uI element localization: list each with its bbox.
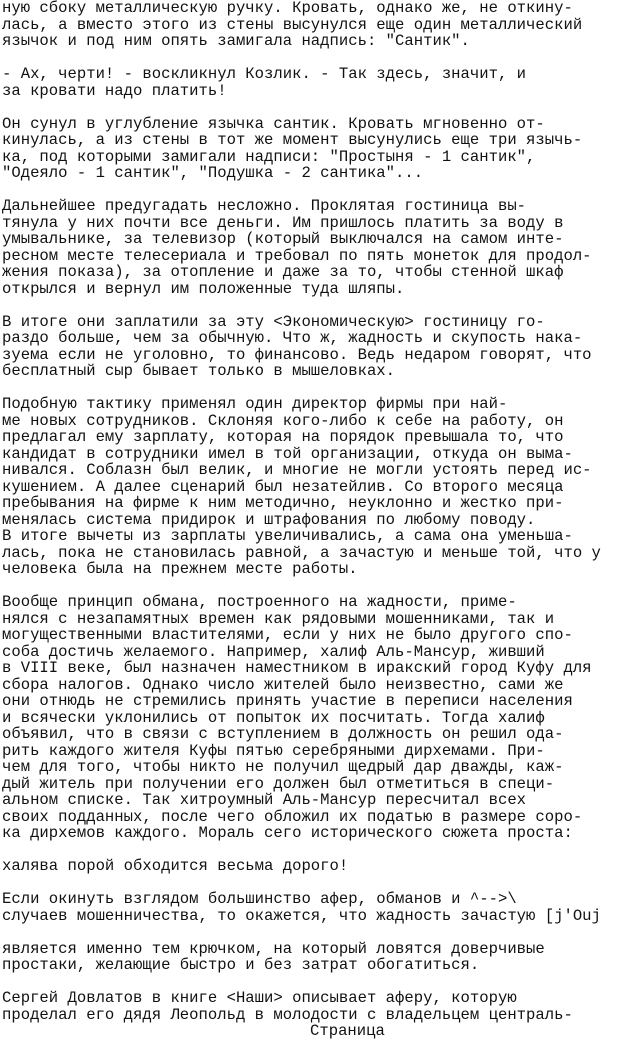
text-line: Дальнейшее предугадать несложно. Проклятая гостиница вы- bbox=[2, 197, 527, 215]
text-line: "Одеяло - 1 сантик", "Подушка - 2 сантика"... bbox=[2, 164, 424, 182]
text-line: ресном месте телесериала и требовал по пять монеток для продол- bbox=[2, 246, 592, 265]
text-line: тянула у них почти все деньги. Им пришлось платить за воду в bbox=[2, 213, 564, 232]
text-line: человека была на прежнем месте работы. bbox=[2, 560, 358, 578]
paragraph-gap bbox=[2, 578, 620, 595]
paragraph-gap bbox=[2, 875, 620, 892]
paragraph bbox=[2, 858, 620, 875]
document-page bbox=[2, 0, 620, 1040]
text-line: своих подданных, после чего обложил их податью в размере соро- bbox=[2, 807, 583, 826]
text-line: халява порой обходится весьма дорого! bbox=[2, 857, 349, 875]
text-line: нялся с незапамятных времен как рядовыми мошенниками, так и bbox=[2, 609, 555, 628]
text-line: лась, пока не становилась равной, а зачастую и меньше той, что у bbox=[2, 543, 601, 562]
paragraph bbox=[2, 990, 620, 1023]
text-line: язычок и под ним опять замигала надпись: "Сантик". bbox=[2, 32, 470, 50]
paragraph bbox=[2, 594, 620, 842]
text-line: Если окинуть взглядом большинство афер, обманов и ^-->\ bbox=[2, 890, 517, 908]
text-line: Он сунул в углубление язычка сантик. Кровать мгновенно от- bbox=[2, 114, 545, 133]
paragraph-gap bbox=[2, 380, 620, 397]
text-line: сбора налогов. Однако число жителей было неизвестно, сами же bbox=[2, 675, 564, 694]
paragraph bbox=[2, 116, 620, 182]
text-line: раздо больше, чем за обычную. Что ж, жадность и скупость нака- bbox=[2, 329, 583, 347]
text-line: ка дирхемов каждого. Мораль сего исторического сюжета проста: bbox=[2, 824, 573, 842]
text-line: умывальнике, за телевизор (который выключался на самом инте- bbox=[2, 230, 564, 248]
text-line: лась, а вместо этого из стены высунулся еще один металлический bbox=[2, 15, 583, 34]
text-line: Сергей Довлатов в книге <Наши> описывает аферу, которую bbox=[2, 989, 517, 1007]
paragraph-gap bbox=[2, 50, 620, 67]
text-line: кушением. А далее сценарий был незатейлив. Со второго месяца bbox=[2, 477, 564, 496]
text-line: ную сбоку металлическую ручку. Кровать, однако же, не откину- bbox=[2, 0, 573, 17]
text-line: Вообще принцип обмана, построенного на жадности, приме- bbox=[2, 593, 517, 611]
paragraph bbox=[2, 396, 620, 578]
text-line: объявил, что в связи с вступлением в должность он решил ода- bbox=[2, 725, 564, 743]
text-line: зуема если не уголовно, то финансово. Ведь недаром говорят, что bbox=[2, 345, 592, 364]
paragraph bbox=[2, 198, 620, 297]
text-line: альном списке. Так хитроумный Аль-Мансур пересчитал всех bbox=[2, 791, 527, 809]
text-line: - Ах, черти! - воскликнул Козлик. - Так здесь, значит, и bbox=[2, 65, 527, 83]
text-line: могущественными властителями, если у них не было другого спо- bbox=[2, 626, 573, 644]
paragraph-gap bbox=[2, 974, 620, 991]
text-line: В итоге они заплатили за эту <Экономическую> гостиницу го- bbox=[2, 312, 545, 331]
text-line: они отнюдь не стремились принять участие в переписи населения bbox=[2, 692, 573, 710]
text-line: простаки, желающие быстро и без затрат обогатиться. bbox=[2, 956, 480, 974]
text-line: В итоге вычеты из зарплаты увеличивались, а сама она уменьша- bbox=[2, 527, 573, 545]
paragraph-gap bbox=[2, 182, 620, 199]
paragraph bbox=[2, 941, 620, 974]
text-line: нивался. Соблазн был велик, и многие не могли устоять перед ис- bbox=[2, 461, 592, 479]
text-line: открылся и вернул им положенные туда шляпы. bbox=[2, 279, 405, 298]
text-line: кандидат в сотрудники имел в той организации, откуда он выма- bbox=[2, 444, 573, 463]
text-line: ка, под которыми замигали надписи: "Простыня - 1 сантик", bbox=[2, 147, 536, 166]
text-line: соба достичь желаемого. Например, халиф Аль-Мансур, живший bbox=[2, 642, 545, 661]
page-footer: Страница bbox=[310, 1022, 385, 1040]
text-line: случаев мошенничества, то окажется, что жадность зачастую [j'Ouj bbox=[2, 906, 601, 925]
text-line: рить каждого жителя Куфы пятью серебряными дирхемами. При- bbox=[2, 741, 545, 760]
text-line: пребывания на фирме к ним методично, неуклонно и жестко при- bbox=[2, 494, 564, 512]
text-line: предлагал ему зарплату, которая на порядок превышала то, что bbox=[2, 428, 564, 446]
text-line: бесплатный сыр бывает только в мышеловках. bbox=[2, 362, 396, 380]
text-line: Подобную тактику применял один директор фирмы при най- bbox=[2, 395, 508, 413]
paragraph bbox=[2, 66, 620, 99]
text-line: чем для того, чтобы никто не получил щедрый дар дважды, каж- bbox=[2, 758, 564, 776]
paragraph bbox=[2, 891, 620, 924]
text-line: ме новых сотрудников. Склоняя кого-либо к себе на работу, он bbox=[2, 411, 564, 430]
text-line: кинулась, а из стены в тот же момент высунулись еще три язычь- bbox=[2, 131, 583, 149]
text-line: проделал его дядя Леопольд в молодости с владельцем централь- bbox=[2, 1005, 573, 1024]
paragraph-gap bbox=[2, 924, 620, 941]
paragraph bbox=[2, 314, 620, 380]
text-line: за кровати надо платить! bbox=[2, 81, 227, 100]
paragraph-gap bbox=[2, 842, 620, 859]
paragraph-gap bbox=[2, 99, 620, 116]
text-line: и всячески уклонились от попыток их посчитать. Тогда халиф bbox=[2, 708, 545, 727]
paragraph bbox=[2, 0, 620, 50]
text-line: дый житель при получении его должен был отметиться в специ- bbox=[2, 774, 555, 793]
paragraph-gap bbox=[2, 297, 620, 314]
text-line: в VIII веке, был назначен наместником в иракский город Куфу для bbox=[2, 659, 592, 677]
text-line: менялась система придирок и штрафования по любому поводу. bbox=[2, 510, 536, 529]
text-line: жения показа), за отопление и даже за то, чтобы стенной шкаф bbox=[2, 263, 564, 281]
text-line: является именно тем крючком, на который ловятся доверчивые bbox=[2, 939, 545, 958]
